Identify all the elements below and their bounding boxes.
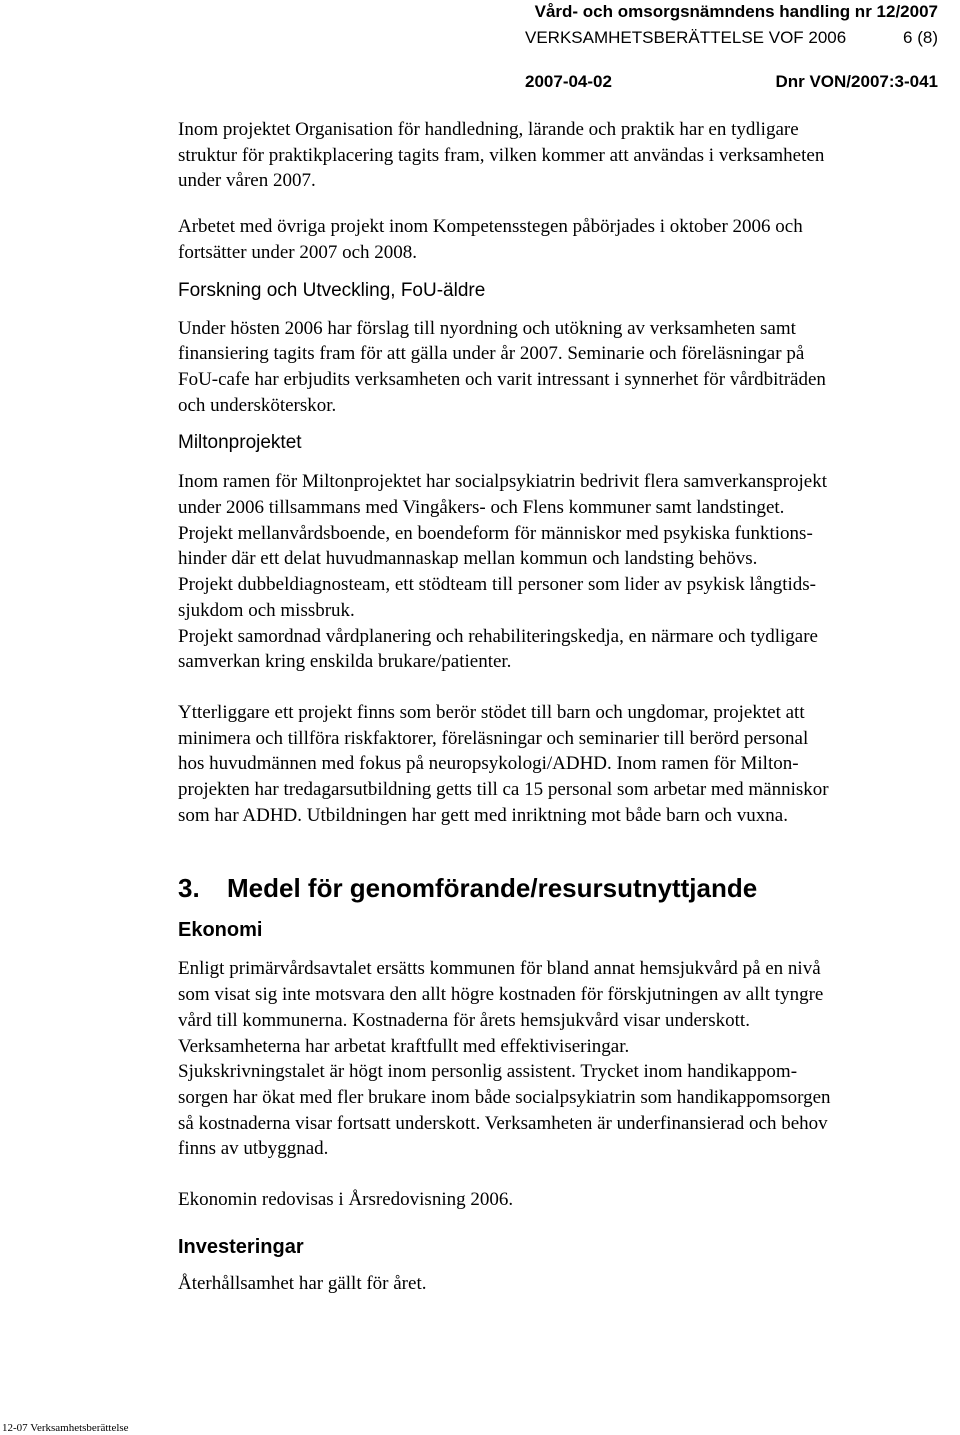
section-number: 3. xyxy=(178,873,200,904)
paragraph-barn-ungdomar: Ytterliggare ett projekt finns som berör stödet till barn och ungdomar, projektet att minimera och tillföra riskfaktorer, föreläsningar och seminarier till berörd personal hos huvudmännen med fokus på neuropsykologi/ADHD. Inom ramen för Milton- projekten har tredagarsutbildning getts till ca 15 personal som arbetar med människor som har ADHD. Utbildningen har gett med inriktning mot både barn och vuxna. xyxy=(178,701,829,826)
heading-fou: Forskning och Utveckling, FoU-äldre xyxy=(178,279,486,301)
paragraph-arsredovisning: Ekonomin redovisas i Årsredovisning 2006. xyxy=(178,1189,514,1211)
paragraph-investeringar: Återhållsamhet har gällt för året. xyxy=(178,1272,427,1294)
heading-investeringar: Investeringar xyxy=(178,1235,304,1258)
footer-text: 12-07 Verksamhetsberättelse xyxy=(2,1422,129,1434)
paragraph-kompetensstegen: Arbetet med övriga projekt inom Kompetensstegen påbörjades i oktober 2006 och fortsätter under 2007 och 2008. xyxy=(178,216,803,263)
heading-ekonomi: Ekonomi xyxy=(178,919,263,942)
section-heading-3 xyxy=(178,872,938,904)
header-title: Vård- och omsorgsnämndens handling nr 12/2007 xyxy=(534,2,938,21)
header-date: 2007-04-02 xyxy=(525,72,612,91)
header-dnr: Dnr VON/2007:3-041 xyxy=(775,72,938,91)
header-page-number: 6 (8) xyxy=(903,28,938,47)
section-title: Medel för genomförande/resursutnyttjande xyxy=(227,873,758,904)
paragraph-organisation: Inom projektet Organisation för handledning, lärande och praktik har en tydligare struktur för praktikplacering tagits fram, vilken kommer att användas i verksamheten under våren 2007. xyxy=(178,119,825,192)
document-body xyxy=(178,117,938,1297)
paragraph-miltonprojektet: Inom ramen för Miltonprojektet har socialpsykiatrin bedrivit flera samverkansprojekt under 2006 tillsammans med Vingåkers- och Flens kommuner samt landstinget. Projekt mellanvårdsboende, en boendeform för människor med psykiska funktions- hinder där ett delat huvudmannaskap mellan kommun och landsting behövs. Projekt dubbeldiagnosteam, ett stödteam till personer som lider av psykisk långtids- sjukdom och missbruk. Projekt samordnad vårdplanering och rehabiliteringskedja, en närmare och tydligare samverkan kring enskilda brukare/patienter. xyxy=(178,471,827,673)
paragraph-ekonomi: Enligt primärvårdsavtalet ersätts kommunen för bland annat hemsjukvård på en nivå som visat sig inte motsvara den allt högre kostnaden för förskjutningen av allt tyngre vård till kommunerna. Kostnaderna för årets hemsjukvård visar underskott. Verksamheterna har arbetat kraftfullt med effektiviseringar. Sjukskrivningstalet är högt inom personlig assistent. Trycket inom handikappom- sorgen har ökat med fler brukare inom både socialpsykiatrin som handikappomsorgen så kostnaderna visar fortsatt underskott. Verksamheten är underfinansierad och behov finns av utbyggnad. xyxy=(178,958,831,1160)
heading-miltonprojektet: Miltonprojektet xyxy=(178,432,302,454)
paragraph-fou: Under hösten 2006 har förslag till nyordning och utökning av verksamheten samt finansiering tagits fram för att gälla under år 2007. Seminarie och föreläsningar på FoU-cafe har erbjudits verksamheten och varit intressant i synnerhet för vårdbiträden och undersköterskor. xyxy=(178,317,826,416)
header-document-name: VERKSAMHETSBERÄTTELSE VOF 2006 xyxy=(525,28,847,47)
